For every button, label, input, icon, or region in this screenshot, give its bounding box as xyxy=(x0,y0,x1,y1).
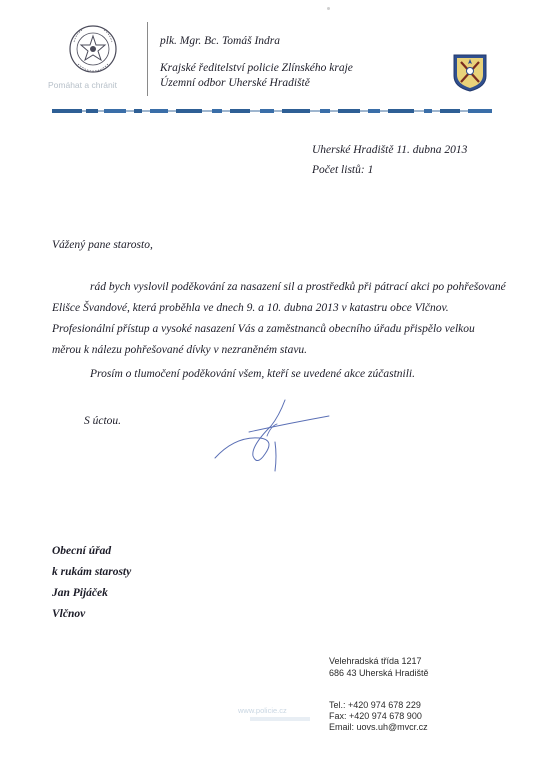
body-line-1: rád bych vyslovil poděkování za nasazení sil a prostředků při pátrací akci po pohřešované xyxy=(90,281,506,293)
department-line-2: Územní odbor Uherské Hradiště xyxy=(160,77,310,89)
body-line-5: Prosím o tlumočení poděkování všem, kteří se uvedené akce zúčastnili. xyxy=(90,368,415,380)
body-line-4: měrou k nálezu pohřešované dívky v nezraněném stavu. xyxy=(52,344,308,356)
place-date: Uherské Hradiště 11. dubna 2013 xyxy=(312,144,468,156)
coat-of-arms-icon xyxy=(453,54,487,92)
officer-name: plk. Mgr. Bc. Tomáš Indra xyxy=(160,35,281,47)
footer-street: Velehradská třída 1217 xyxy=(329,656,422,666)
recipient-line-2: k rukám starosty xyxy=(52,566,132,578)
scan-dot xyxy=(327,7,330,10)
sheet-count: Počet listů: 1 xyxy=(312,164,374,176)
salutation: Vážený pane starosto, xyxy=(52,239,153,251)
department-line-1: Krajské ředitelství policie Zlínského kraje xyxy=(160,62,353,74)
police-star-icon xyxy=(68,24,118,74)
footer-city: 686 43 Uherská Hradiště xyxy=(329,668,429,678)
footer-stripe xyxy=(250,717,310,721)
recipient-line-4: Vlčnov xyxy=(52,608,86,620)
header-divider xyxy=(147,22,148,96)
motto-text: Pomáhat a chránit xyxy=(48,80,117,90)
header-decorative-band xyxy=(52,108,492,114)
recipient-line-1: Obecní úřad xyxy=(52,545,112,557)
handwritten-signature xyxy=(205,396,335,474)
body-line-2: Elišce Švandové, která proběhla ve dnech 9. a 10. dubna 2013 v katastru obce Vlčnov. xyxy=(52,302,449,314)
footer-phone: Tel.: +420 974 678 229 xyxy=(329,700,421,710)
body-line-3: Profesionální přístup a vysoké nasazení Vás a zaměstnanců obecního úřadu přispělo velkou xyxy=(52,323,475,335)
recipient-line-3: Jan Pijáček xyxy=(52,587,108,599)
footer-web: www.policie.cz xyxy=(238,706,287,715)
footer-fax: Fax: +420 974 678 900 xyxy=(329,711,422,721)
footer-email: Email: uovs.uh@mvcr.cz xyxy=(329,722,428,732)
closing: S úctou. xyxy=(84,415,122,427)
